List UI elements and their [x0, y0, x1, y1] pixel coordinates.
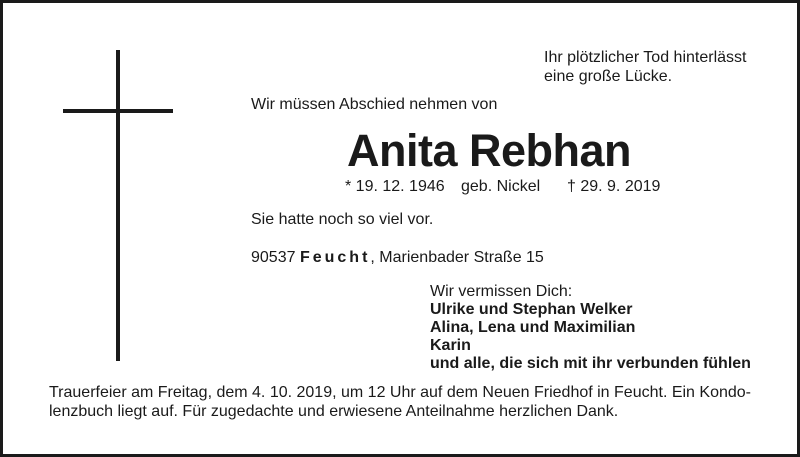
ceremony-line-1: Trauerfeier am Freitag, dem 4. 10. 2019, um 12 Uhr auf dem Neuen Friedhof in Feucht. Ein Kondo- [49, 384, 751, 401]
cross-icon-horizontal [63, 109, 173, 113]
quote-line-1: Ihr plötzlicher Tod hinterlässt [544, 49, 747, 66]
deceased-name: Anita Rebhan [347, 125, 632, 176]
quote-line-2: eine große Lücke. [544, 68, 673, 85]
mourner-name: und alle, die sich mit ihr verbunden fühlen [430, 355, 751, 372]
farewell-line: Wir müssen Abschied nehmen von [251, 96, 498, 113]
ceremony-line-2: lenzbuch liegt auf. Für zugedachte und erwiesene Anteilnahme herzlichen Dank. [49, 403, 619, 420]
maiden-name: geb. Nickel [461, 178, 541, 195]
address-line [251, 249, 544, 267]
quote [544, 48, 746, 86]
mourners-block [430, 283, 751, 373]
death-date: † 29. 9. 2019 [567, 178, 661, 195]
mourner-name: Ulrike und Stephan Welker [430, 301, 633, 318]
address-zip: 90537 [251, 249, 296, 266]
address-street: , Marienbader Straße 15 [370, 249, 544, 266]
plans-line: Sie hatte noch so viel vor. [251, 211, 434, 228]
ceremony-info [49, 383, 769, 421]
address-town: Feucht [299, 249, 371, 266]
mourner-name: Karin [430, 337, 471, 354]
cross-icon-vertical [116, 50, 120, 361]
mourner-name: Alina, Lena und Maximilian [430, 319, 636, 336]
birth-date: * 19. 12. 1946 [345, 178, 445, 195]
mourners-intro: Wir vermissen Dich: [430, 283, 573, 300]
